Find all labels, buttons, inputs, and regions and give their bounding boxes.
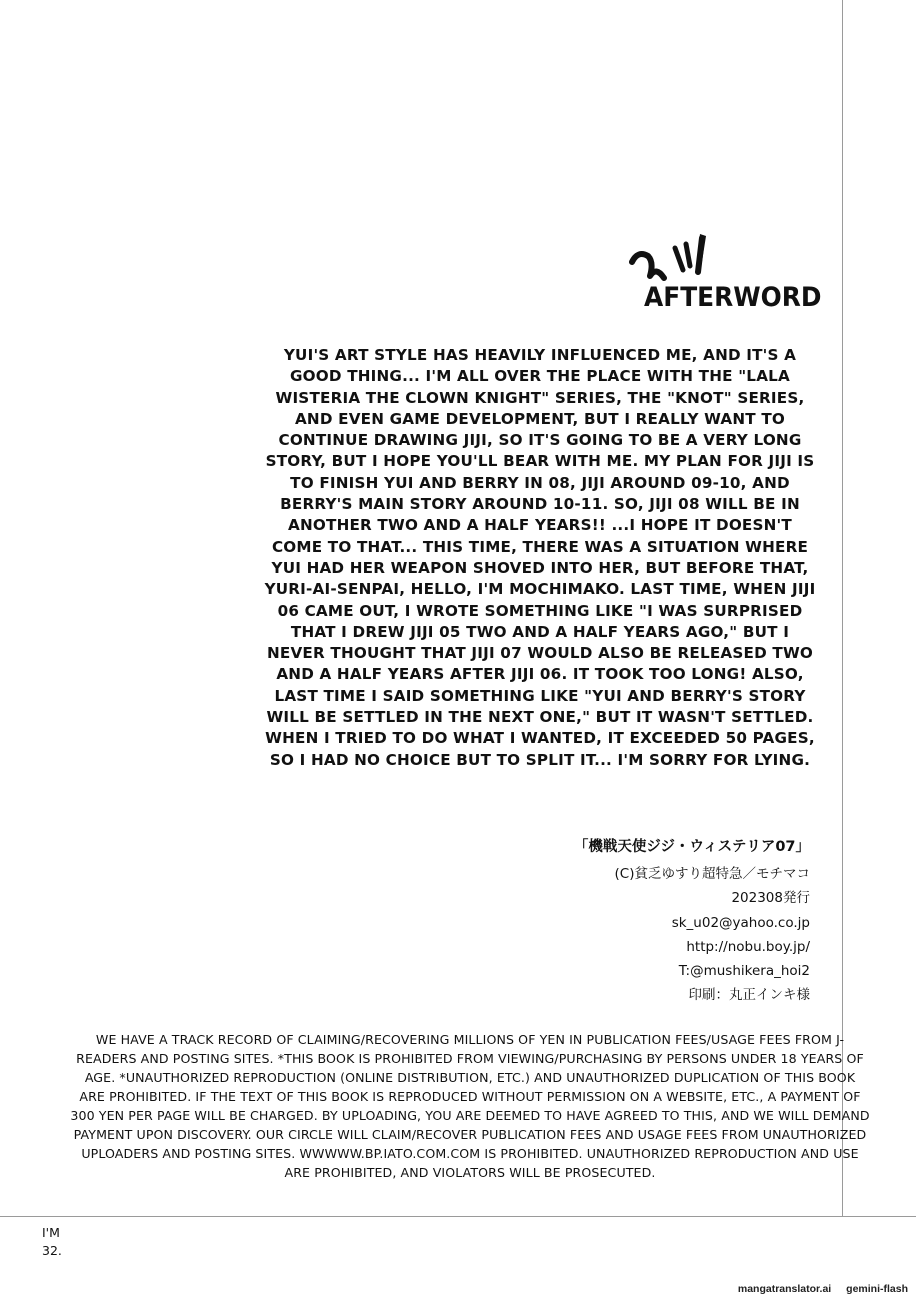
copyright-line: (C)貧乏ゆすり超特急／モチマコ (614, 866, 810, 883)
watermark (726, 1283, 908, 1295)
publish-date: 202308発行 (731, 890, 810, 907)
watermark-model: gemini-flash (846, 1283, 908, 1295)
page-border-horizontal (0, 1216, 916, 1217)
twitter-handle: T:@mushikera_hoi2 (678, 963, 810, 980)
corner-note (42, 1224, 62, 1260)
corner-note-line1: I'M (42, 1225, 60, 1240)
contact-email: sk_u02@yahoo.co.jp (671, 914, 810, 931)
printer-credit: 印刷：丸正インキ様 (688, 987, 810, 1004)
legal-notice: WE HAVE A TRACK RECORD OF CLAIMING/RECOVERING MILLIONS OF YEN IN PUBLICATION FEES/USAGE FEES FROM J-READERS AND POSTING SITES. *THIS BOOK IS PROHIBITED FROM VIEWING/PURCHASING BY PERSONS UNDER 18 YEARS OF AGE. *UNAUTHORIZED REPRODUCTION (ONLINE DISTRIBUTION, ETC.) AND UNAUTHORIZED DUPLICATION OF THIS BOOK ARE PROHIBITED. IF THE TEXT OF THIS BOOK IS REPRODUCED WITHOUT PERMISSION ON A WEBSITE, ETC., A PAYMENT OF 300 YEN PER PAGE WILL BE CHARGED. BY UPLOADING, YOU ARE DEEMED TO HAVE AGREED TO THIS, AND WE WILL DEMAND PAYMENT UPON DISCOVERY. OUR CIRCLE WILL CLAIM/RECOVER PUBLICATION FEES AND USAGE FEES FROM UNAUTHORIZED UPLOADERS AND POSTING SITES. WWWWW.BP.IATO.COM.COM IS PROHIBITED. UNAUTHORIZED REPRODUCTION AND USE ARE PROHIBITED, AND VIOLATORS WILL BE PROSECUTED. (70, 1032, 870, 1180)
corner-note-line2: 32. (42, 1243, 62, 1258)
watermark-site: mangatranslator.ai (737, 1283, 832, 1295)
website-url: http://nobu.boy.jp/ (686, 938, 810, 955)
book-title: 「機戦天使ジジ・ウィステリア07」 (573, 839, 810, 855)
colophon (450, 835, 810, 1007)
afterword-body: YUI'S ART STYLE HAS HEAVILY INFLUENCED ME, AND IT'S A GOOD THING... I'M ALL OVER THE PLACE WITH THE "LALA WISTERIA THE CLOWN KNIGHT" SERIES, THE "KNOT" SERIES, AND EVEN GAME DEVELOPMENT, BUT I REALLY WANT TO CONTINUE DRAWING JIJI, SO IT'S GOING TO BE A VERY LONG STORY, BUT I HOPE YOU'LL BEAR WITH ME. MY PLAN FOR JIJI IS TO FINISH YUI AND BERRY IN 08, JIJI AROUND 09-10, AND BERRY'S MAIN STORY AROUND 10-11. SO, JIJI 08 WILL BE IN ANOTHER TWO AND A HALF YEARS!! ...I HOPE IT DOESN'T COME TO THAT... THIS TIME, THERE WAS A SITUATION WHERE YUI HAD HER WEAPON SHOVED INTO HER, BUT BEFORE THAT, YURI-AI-SENPAI, HELLO, I'M MOCHIMAKO. LAST TIME, WHEN JIJI 06 CAME OUT, I WROTE SOMETHING LIKE "I WAS SURPRISED THAT I DREW JIJI 05 TWO AND A HALF YEARS AGO," BUT I NEVER THOUGHT THAT JIJI 07 WOULD ALSO BE RELEASED TWO AND A HALF YEARS AFTER JIJI 06. IT TOOK TOO LONG! ALSO, LAST TIME I SAID SOMETHING LIKE "YUI AND BERRY'S STORY WILL BE SETTLED IN THE NEXT ONE," BUT IT WASN'T SETTLED. WHEN I TRIED TO DO WHAT I WANTED, IT EXCEEDED 50 PAGES, SO I HAD NO CHOICE BUT TO SPLIT IT... I'M SORRY FOR LYING. (264, 346, 816, 769)
afterword-title: AFTERWORD (644, 282, 822, 313)
